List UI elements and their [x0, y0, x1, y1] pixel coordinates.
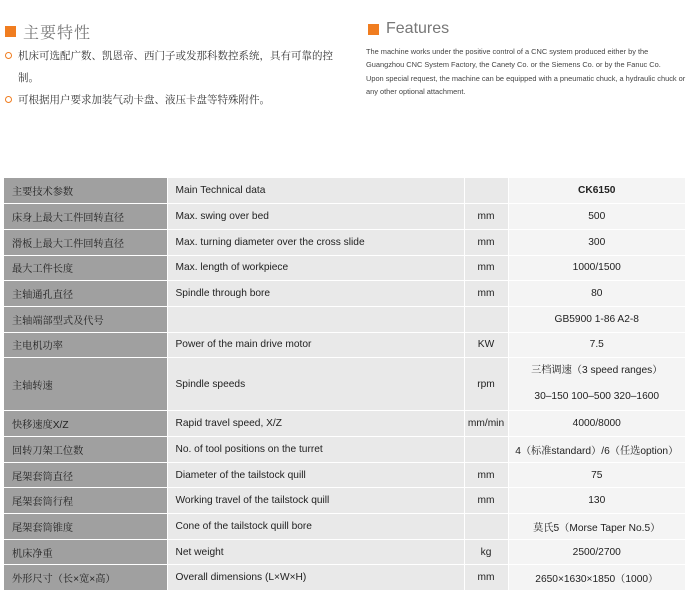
list-item: 机床可选配广数、凯恩帝、西门子或发那科数控系统，具有可靠的控制。 — [5, 45, 340, 89]
model-name: CK6150 — [508, 178, 686, 204]
table-row: 回转刀架工位数 No. of tool positions on the turret 4（标准standard）/6（任选option） — [4, 437, 686, 463]
zh-features-title: 主要特性 — [23, 25, 92, 42]
orange-square-icon — [5, 26, 16, 37]
bullet-circle-icon — [5, 96, 12, 103]
table-row: 滑板上最大工件回转直径 Max. turning diameter over the cross slide mm 300 — [4, 229, 686, 255]
en-features-heading — [368, 20, 449, 38]
table-row: 尾架套筒直径 Diameter of the tailstock quill mm 75 — [4, 462, 686, 488]
table-row: 尾架套筒行程 Working travel of the tailstock quill mm 130 — [4, 488, 686, 514]
table-row: 最大工件长度 Max. length of workpiece mm 1000/1500 — [4, 255, 686, 281]
en-features-title: Features — [386, 20, 450, 37]
table-row: 主轴端部型式及代号 GB5900 1-86 A2-8 — [4, 306, 686, 332]
table-row: 尾架套筒锥度 Cone of the tailstock quill bore 莫氏5（Morse Taper No.5） — [4, 514, 686, 540]
technical-data-table — [4, 178, 686, 591]
zh-features-heading — [5, 20, 91, 43]
table-header-row: 主要技术参数 Main Technical data CK6150 — [4, 178, 686, 204]
orange-square-icon — [368, 24, 379, 35]
paragraph: The machine works under the positive control of a CNC system produced either by the Guangzhou CNC System Factory, the Canety Co. or the Siemens Co. or by the Fanuc Co. — [366, 47, 661, 70]
table-row: 快移速度X/Z Rapid travel speed, X/Z mm/min 4000/8000 — [4, 411, 686, 437]
speed-ranges-values: 30–150 100–500 320–1600 — [534, 391, 660, 403]
bullet-circle-icon — [5, 52, 12, 59]
paragraph: Upon special request, the machine can be equipped with a pneumatic chuck, a hydraulic chuck or any other optional attachment. — [366, 73, 686, 96]
en-features-text — [366, 45, 688, 98]
table-row: 主轴通孔直径 Spindle through bore mm 80 — [4, 281, 686, 307]
table-row: 主电机功率 Power of the main drive motor KW 7.5 — [4, 332, 686, 358]
table-row: 床身上最大工件回转直径 Max. swing over bed mm 500 — [4, 204, 686, 230]
speed-ranges-label: 三档调速（3 speed ranges） — [531, 365, 663, 377]
table-row: 主轴转速 Spindle speeds rpm 三档调速（3 speed ranges） 30–150 100–500 320–1600 — [4, 358, 686, 411]
list-item: 可根据用户要求加装气动卡盘、液压卡盘等特殊附件。 — [5, 89, 340, 111]
zh-features-list — [5, 45, 340, 111]
table-row: 机床净重 Net weight kg 2500/2700 — [4, 539, 686, 565]
table-row: 外形尺寸（长×宽×高） Overall dimensions (L×W×H) mm 2650×1630×1850（1000） — [4, 565, 686, 591]
